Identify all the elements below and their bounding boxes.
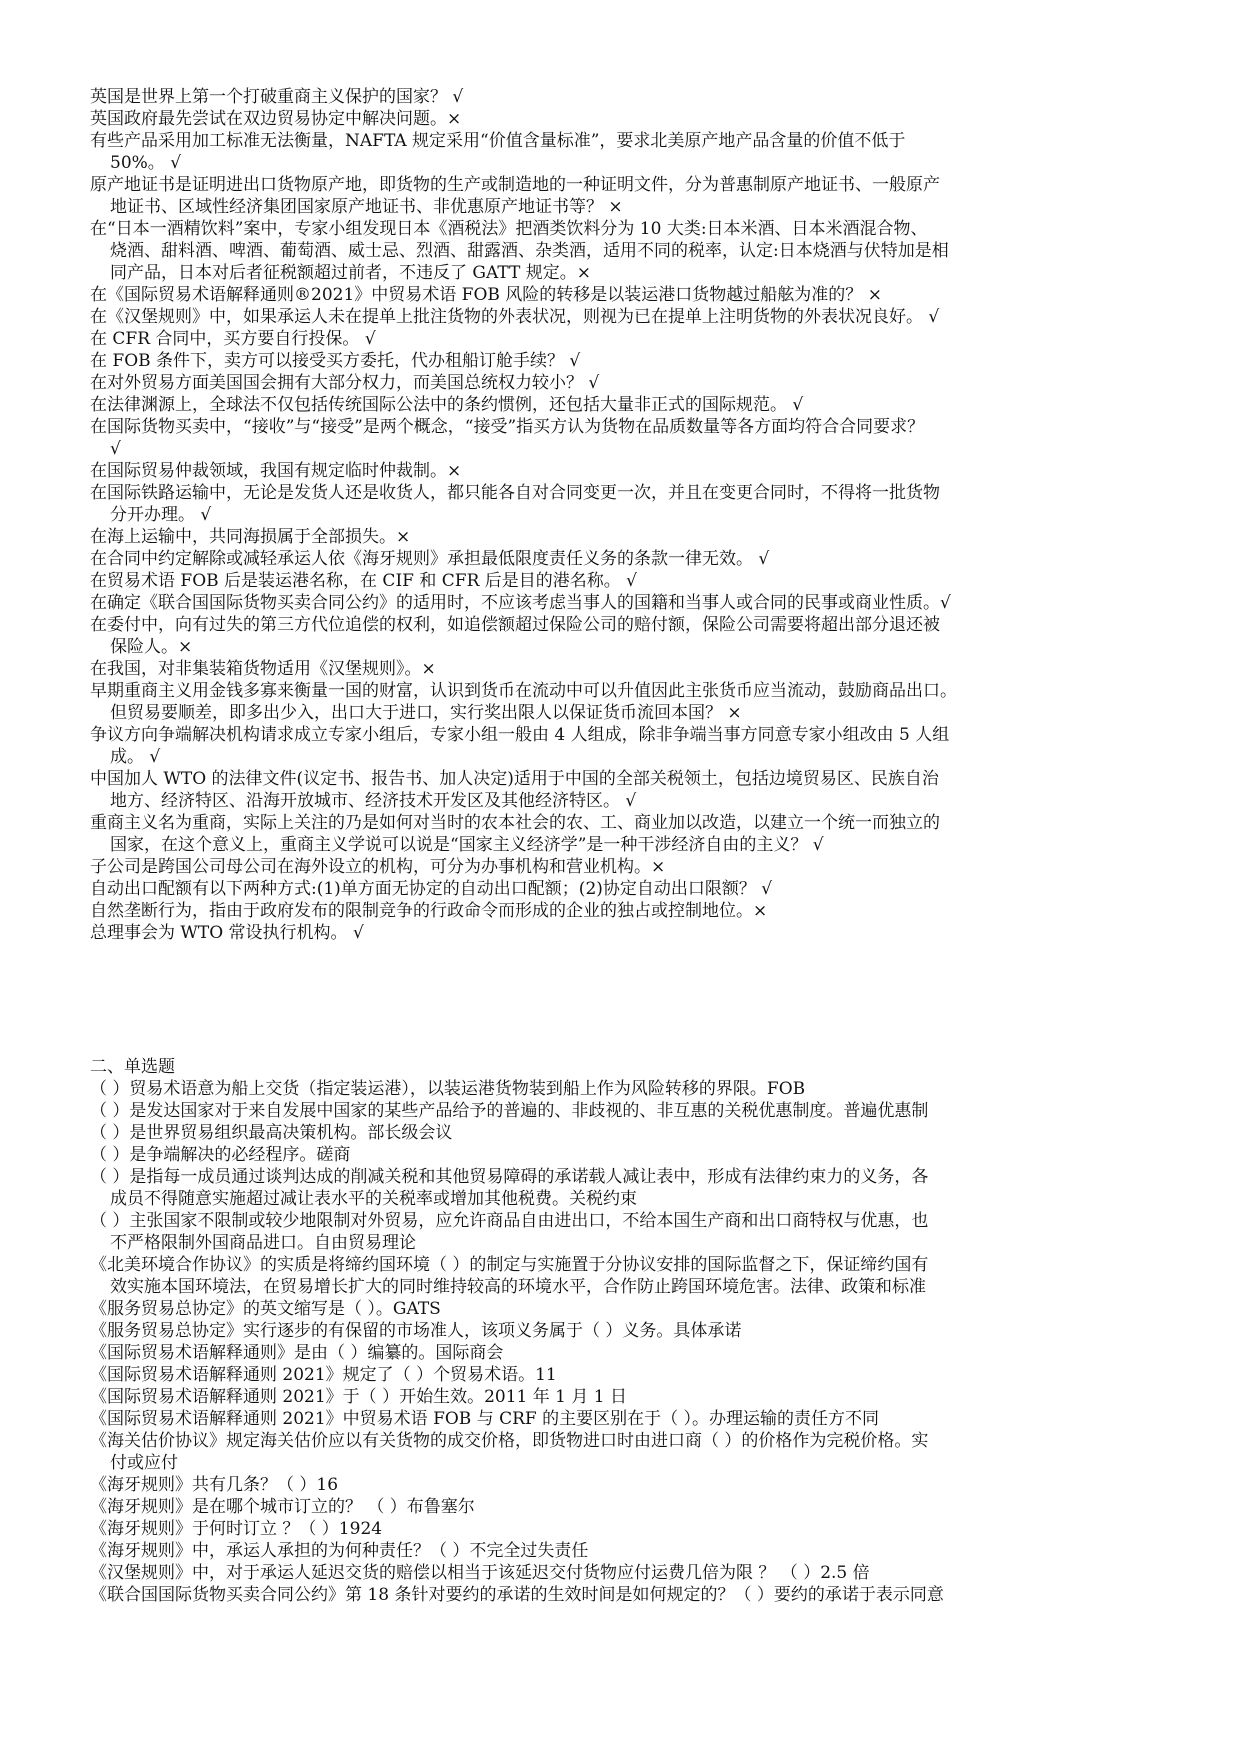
text-line: 总理事会为 WTO 常设执行机构。 √ [90, 923, 364, 943]
text-line: （ ）是争端解决的必经程序。磋商 [90, 1145, 351, 1165]
text-line: 分开办理。 √ [110, 505, 212, 525]
text-line: （ ）贸易术语意为船上交货（指定装运港），以装运港货物装到船上作为风险转移的界限。FOB [90, 1079, 806, 1099]
text-line: 《海关估价协议》规定海关估价应以有关货物的成交价格，即货物进口时由进口商（ ）的价格作为完税价格。实 [90, 1431, 929, 1451]
text-line: 在确定《联合国国际货物买卖合同公约》的适用时，不应该考虑当事人的国籍和当事人或合同的民事或商业性质。√ [90, 593, 951, 613]
text-line: 地证书、区域性经济集团国家原产地证书、非优惠原产地证书等？ × [110, 197, 623, 217]
text-line: 《汉堡规则》中，对于承运人延迟交货的赔偿以相当于该延迟交付货物应付运费几倍为限 ？ （ ）2.5 倍 [90, 1563, 870, 1583]
text-line: 付或应付 [110, 1453, 178, 1473]
text-line: 在《国际贸易术语解释通则®2021》中贸易术语 FOB 风险的转移是以装运港口货物越过船舷为准的？ × [90, 285, 882, 305]
text-line: 《海牙规则》是在哪个城市订立的？ （ ）布鲁塞尔 [90, 1497, 475, 1517]
text-line: 《国际贸易术语解释通则 2021》规定了（ ）个贸易术语。11 [90, 1365, 557, 1385]
text-line: 在 FOB 条件下，卖方可以接受买方委托，代办租船订舱手续？ √ [90, 351, 581, 371]
text-line: 在贸易术语 FOB 后是装运港名称，在 CIF 和 CFR 后是目的港名称。 √ [90, 571, 638, 591]
text-line: 《服务贸易总协定》的英文缩写是（ ）。GATS [90, 1299, 441, 1319]
text-line: 同产品，日本对后者征税额超过前者，不违反了 GATT 规定。× [110, 263, 591, 283]
single-choice-section [90, 1056, 1170, 1606]
text-line: 《国际贸易术语解释通则》是由（ ）编纂的。国际商会 [90, 1343, 504, 1363]
text-line: 争议方向争端解决机构请求成立专家小组后，专家小组一般由 4 人组成，除非争端当事方同意专家小组改由 5 人组 [90, 725, 950, 745]
text-line: （ ）是世界贸易组织最高决策机构。部长级会议 [90, 1123, 453, 1143]
text-line: 原产地证书是证明进出口货物原产地，即货物的生产或制造地的一种证明文件，分为普惠制原产地证书、一般原产 [90, 175, 940, 195]
text-line: √ [110, 439, 121, 459]
text-line: 在合同中约定解除或减轻承运人依《海牙规则》承担最低限度责任义务的条款一律无效。 √ [90, 549, 770, 569]
text-line: 不严格限制外国商品进口。自由贸易理论 [110, 1233, 416, 1253]
text-line: 在国际铁路运输中，无论是发货人还是收货人，都只能各自对合同变更一次，并且在变更合同时，不得将一批货物 [90, 483, 940, 503]
text-line: 在《汉堡规则》中，如果承运人未在提单上批注货物的外表状况，则视为已在提单上注明货物的外表状况良好。 √ [90, 307, 940, 327]
text-line: 子公司是跨国公司母公司在海外设立的机构，可分为办事机构和营业机构。× [90, 857, 666, 877]
text-line: 在海上运输中，共同海损属于全部损失。× [90, 527, 411, 547]
text-line: 烧酒、甜料酒、啤酒、葡萄酒、威士忌、烈酒、甜露酒、杂类酒，适用不同的税率，认定:日本烧酒与伏特加是相 [110, 241, 949, 261]
text-line: 英国政府最先尝试在双边贸易协定中解决问题。× [90, 109, 462, 129]
text-line: （ ）主张国家不限制或较少地限制对外贸易，应允许商品自由进出口，不给本国生产商和出口商特权与优惠，也 [90, 1211, 929, 1231]
text-line: 地方、经济特区、沿海开放城市、经济技术开发区及其他经济特区。 √ [110, 791, 637, 811]
text-line: 在 CFR 合同中，买方要自行投保。 √ [90, 329, 376, 349]
text-line: 《北美环境合作协议》的实质是将缔约国环境（ ）的制定与实施置于分协议安排的国际监督之下，保证缔约国有 [90, 1255, 929, 1275]
text-line: 在对外贸易方面美国国会拥有大部分权力，而美国总统权力较小？ √ [90, 373, 600, 393]
text-line: 在我国，对非集装箱货物适用《汉堡规则》。× [90, 659, 436, 679]
text-line: 《国际贸易术语解释通则 2021》于（ ）开始生效。2011 年 1 月 1 日 [90, 1387, 627, 1407]
true-false-section [90, 86, 1170, 944]
text-line: 英国是世界上第一个打破重商主义保护的国家？ √ [90, 87, 464, 107]
text-line: 自动出口配额有以下两种方式:(1)单方面无协定的自动出口配额；(2)协定自动出口限额？ √ [90, 879, 773, 899]
text-line: 《服务贸易总协定》实行逐步的有保留的市场准人，该项义务属于（ ）义务。具体承诺 [90, 1321, 742, 1341]
text-line: 国家，在这个意义上，重商主义学说可以说是“国家主义经济学”是一种干涉经济自由的主义？ √ [110, 835, 824, 855]
text-line: 在法律渊源上，全球法不仅包括传统国际公法中的条约惯例，还包括大量非正式的国际规范。 √ [90, 395, 804, 415]
text-line: （ ）是指每一成员通过谈判达成的削减关税和其他贸易障碍的承诺载人减让表中，形成有法律约束力的义务，各 [90, 1167, 929, 1187]
text-line: 保险人。× [110, 637, 193, 657]
section-heading: 二、单选题 [90, 1057, 175, 1077]
text-line: 50%。 √ [110, 153, 182, 173]
text-line: 成。 √ [110, 747, 161, 767]
text-line: 中国加人 WTO 的法律文件(议定书、报告书、加人决定)适用于中国的全部关税领土，包括边境贸易区、民族自治 [90, 769, 939, 789]
text-line: 但贸易要顺差，即多出少入，出口大于进口，实行奖出限人以保证货币流回本国？ × [110, 703, 742, 723]
text-line: 成员不得随意实施超过减让表水平的关税率或增加其他税费。关税约束 [110, 1189, 637, 1209]
text-line: 《海牙规则》中，承运人承担的为何种责任？（ ）不完全过失责任 [90, 1541, 589, 1561]
text-line: 在国际货物买卖中，“接收”与“接受”是两个概念，“接受”指买方认为货物在品质数量等各方面均符合合同要求？ [90, 417, 925, 437]
text-line: 在委付中，向有过失的第三方代位追偿的权利，如追偿额超过保险公司的赔付额，保险公司需要将超出部分退还被 [90, 615, 940, 635]
text-line: 自然垄断行为，指由于政府发布的限制竞争的行政命令而形成的企业的独占或控制地位。× [90, 901, 768, 921]
text-line: 《联合国国际货物买卖合同公约》第 18 条针对要约的承诺的生效时间是如何规定的？（ ）要约的承诺于表示同意 [90, 1585, 944, 1605]
text-line: 重商主义名为重商，实际上关注的乃是如何对当时的农本社会的农、工、商业加以改造，以建立一个统一而独立的 [90, 813, 940, 833]
text-line: 在“日本一酒精饮料”案中，专家小组发现日本《酒税法》把酒类饮料分为 10 大类:日本米酒、日本米酒混合物、 [90, 219, 928, 239]
text-line: 《海牙规则》于何时订立 ？（ ）1924 [90, 1519, 383, 1539]
text-line: 效实施本国环境法，在贸易增长扩大的同时维持较高的环境水平，合作防止跨国环境危害。法律、政策和标准 [110, 1277, 926, 1297]
text-line: 有些产品采用加工标准无法衡量，NAFTA 规定采用“价值含量标准”，要求北美原产地产品含量的价值不低于 [90, 131, 906, 151]
text-line: 早期重商主义用金钱多寡来衡量一国的财富，认识到货币在流动中可以升值因此主张货币应当流动，鼓励商品出口。 [90, 681, 957, 701]
text-line: 在国际贸易仲裁领域，我国有规定临时仲裁制。× [90, 461, 462, 481]
text-line: 《国际贸易术语解释通则 2021》中贸易术语 FOB 与 CRF 的主要区别在于（ ）。办理运输的责任方不同 [90, 1409, 880, 1429]
text-line: 《海牙规则》共有几条？（ ）16 [90, 1475, 339, 1495]
text-line: （ ）是发达国家对于来自发展中国家的某些产品给予的普遍的、非歧视的、非互惠的关税优惠制度。普遍优惠制 [90, 1101, 929, 1121]
